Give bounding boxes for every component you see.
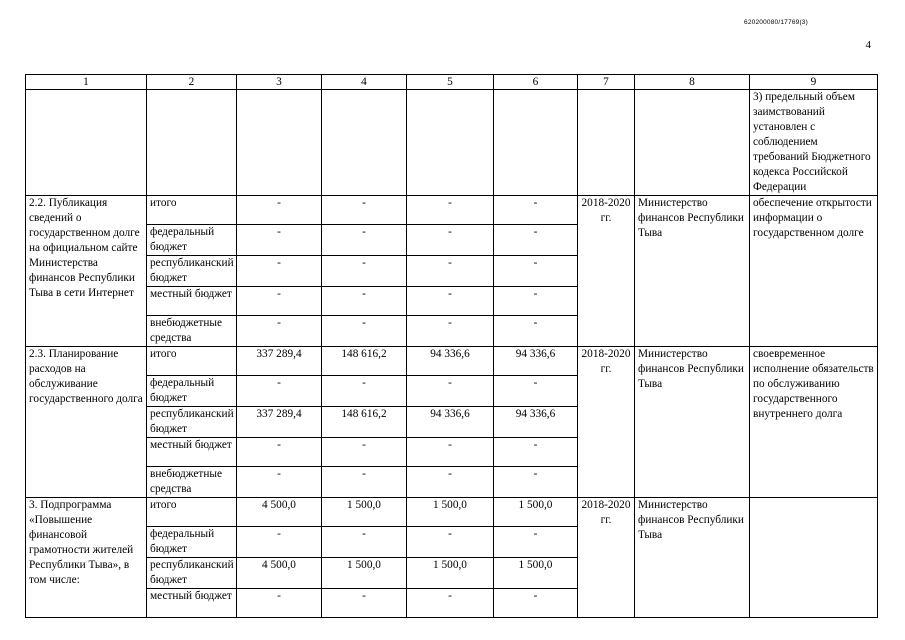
column-number: 6 bbox=[494, 75, 578, 90]
table-row bbox=[26, 196, 878, 225]
column-number: 7 bbox=[578, 75, 635, 90]
funding-value: - bbox=[494, 316, 578, 347]
funding-value: 4 500,0 bbox=[237, 558, 322, 589]
funding-source: внебюджетные средства bbox=[147, 316, 237, 347]
document-code: 620200080/17769(3) bbox=[744, 19, 808, 26]
column-number: 4 bbox=[322, 75, 407, 90]
funding-value: - bbox=[237, 527, 322, 558]
funding-value: - bbox=[237, 225, 322, 256]
table-row bbox=[26, 498, 878, 527]
funding-value: 94 336,6 bbox=[407, 407, 494, 438]
program-table bbox=[25, 74, 878, 618]
funding-source: местный бюджет bbox=[147, 287, 237, 316]
funding-value: - bbox=[494, 438, 578, 467]
responsible-executor: Министерство финансов Республики Тыва bbox=[635, 196, 750, 347]
funding-value: - bbox=[407, 256, 494, 287]
continuation-cell bbox=[147, 90, 237, 196]
funding-source: местный бюджет bbox=[147, 589, 237, 618]
continuation-cell bbox=[237, 90, 322, 196]
column-number: 8 bbox=[635, 75, 750, 90]
funding-value: - bbox=[322, 256, 407, 287]
funding-source: итого bbox=[147, 196, 237, 225]
table-row bbox=[26, 347, 878, 376]
funding-value: - bbox=[494, 589, 578, 618]
funding-value: - bbox=[237, 316, 322, 347]
column-number: 3 bbox=[237, 75, 322, 90]
funding-value: 1 500,0 bbox=[494, 498, 578, 527]
funding-source: итого bbox=[147, 498, 237, 527]
continuation-cell bbox=[407, 90, 494, 196]
funding-value: 337 289,4 bbox=[237, 407, 322, 438]
expected-result: 3) предельный объем заимствований установлен с соблюдением требований Бюджетного кодекса Российской Федерации bbox=[750, 90, 878, 196]
continuation-cell bbox=[578, 90, 635, 196]
funding-value: 1 500,0 bbox=[322, 498, 407, 527]
activity-description: 2.3. Планирование расходов на обслуживание государственного долга bbox=[26, 347, 147, 498]
funding-value: 1 500,0 bbox=[322, 558, 407, 589]
continuation-cell bbox=[635, 90, 750, 196]
funding-value: 148 616,2 bbox=[322, 347, 407, 376]
funding-value: - bbox=[237, 438, 322, 467]
funding-value: - bbox=[407, 196, 494, 225]
funding-value: - bbox=[494, 196, 578, 225]
funding-source: республиканский бюджет bbox=[147, 558, 237, 589]
column-number: 5 bbox=[407, 75, 494, 90]
funding-value: - bbox=[494, 467, 578, 498]
funding-source: итого bbox=[147, 347, 237, 376]
continuation-cell bbox=[494, 90, 578, 196]
funding-value: - bbox=[494, 287, 578, 316]
funding-value: - bbox=[237, 589, 322, 618]
funding-source: республиканский бюджет bbox=[147, 256, 237, 287]
funding-value: - bbox=[237, 467, 322, 498]
funding-value: - bbox=[407, 527, 494, 558]
funding-value: - bbox=[322, 196, 407, 225]
funding-value: - bbox=[494, 256, 578, 287]
funding-value: - bbox=[322, 287, 407, 316]
implementation-period: 2018-2020 гг. bbox=[578, 196, 635, 347]
funding-value: - bbox=[322, 589, 407, 618]
funding-value: - bbox=[237, 256, 322, 287]
column-number: 2 bbox=[147, 75, 237, 90]
funding-value: 94 336,6 bbox=[494, 407, 578, 438]
implementation-period: 2018-2020 гг. bbox=[578, 498, 635, 618]
funding-value: - bbox=[494, 527, 578, 558]
funding-value: - bbox=[322, 316, 407, 347]
continuation-row bbox=[26, 90, 878, 196]
funding-value: - bbox=[237, 196, 322, 225]
column-number: 9 bbox=[750, 75, 878, 90]
expected-result: обеспечение открытости информации о государственном долге bbox=[750, 196, 878, 347]
funding-value: - bbox=[407, 316, 494, 347]
column-number-row bbox=[26, 75, 878, 90]
expected-result bbox=[750, 498, 878, 618]
funding-value: 1 500,0 bbox=[407, 558, 494, 589]
column-number: 1 bbox=[26, 75, 147, 90]
funding-value: 94 336,6 bbox=[494, 347, 578, 376]
funding-value: - bbox=[494, 376, 578, 407]
funding-value: - bbox=[407, 376, 494, 407]
funding-value: - bbox=[407, 287, 494, 316]
funding-value: - bbox=[407, 467, 494, 498]
funding-value: - bbox=[407, 225, 494, 256]
funding-source: федеральный бюджет bbox=[147, 376, 237, 407]
funding-value: 337 289,4 bbox=[237, 347, 322, 376]
funding-value: 1 500,0 bbox=[494, 558, 578, 589]
funding-value: - bbox=[407, 589, 494, 618]
page-number: 4 bbox=[865, 39, 871, 51]
continuation-cell bbox=[26, 90, 147, 196]
funding-value: - bbox=[322, 527, 407, 558]
activity-description: 3. Подпрограмма «Повышение финансовой грамотности жителей Республики Тыва», в том числе: bbox=[26, 498, 147, 618]
funding-value: - bbox=[322, 467, 407, 498]
funding-source: внебюджетные средства bbox=[147, 467, 237, 498]
funding-source: республиканский бюджет bbox=[147, 407, 237, 438]
funding-source: местный бюджет bbox=[147, 438, 237, 467]
funding-source: федеральный бюджет bbox=[147, 225, 237, 256]
responsible-executor: Министерство финансов Республики Тыва bbox=[635, 498, 750, 618]
funding-value: 148 616,2 bbox=[322, 407, 407, 438]
funding-value: - bbox=[494, 225, 578, 256]
implementation-period: 2018-2020 гг. bbox=[578, 347, 635, 498]
funding-value: - bbox=[322, 376, 407, 407]
funding-value: - bbox=[322, 225, 407, 256]
funding-value: - bbox=[407, 438, 494, 467]
activity-description: 2.2. Публикация сведений о государственном долге на официальном сайте Министерства финансов Республики Тыва в сети Интернет bbox=[26, 196, 147, 347]
funding-value: - bbox=[237, 376, 322, 407]
funding-value: - bbox=[237, 287, 322, 316]
funding-source: федеральный бюджет bbox=[147, 527, 237, 558]
continuation-cell bbox=[322, 90, 407, 196]
expected-result: своевременное исполнение обязательств по обслуживанию государственного внутреннего долга bbox=[750, 347, 878, 498]
responsible-executor: Министерство финансов Республики Тыва bbox=[635, 347, 750, 498]
funding-value: - bbox=[322, 438, 407, 467]
funding-value: 1 500,0 bbox=[407, 498, 494, 527]
funding-value: 4 500,0 bbox=[237, 498, 322, 527]
funding-value: 94 336,6 bbox=[407, 347, 494, 376]
